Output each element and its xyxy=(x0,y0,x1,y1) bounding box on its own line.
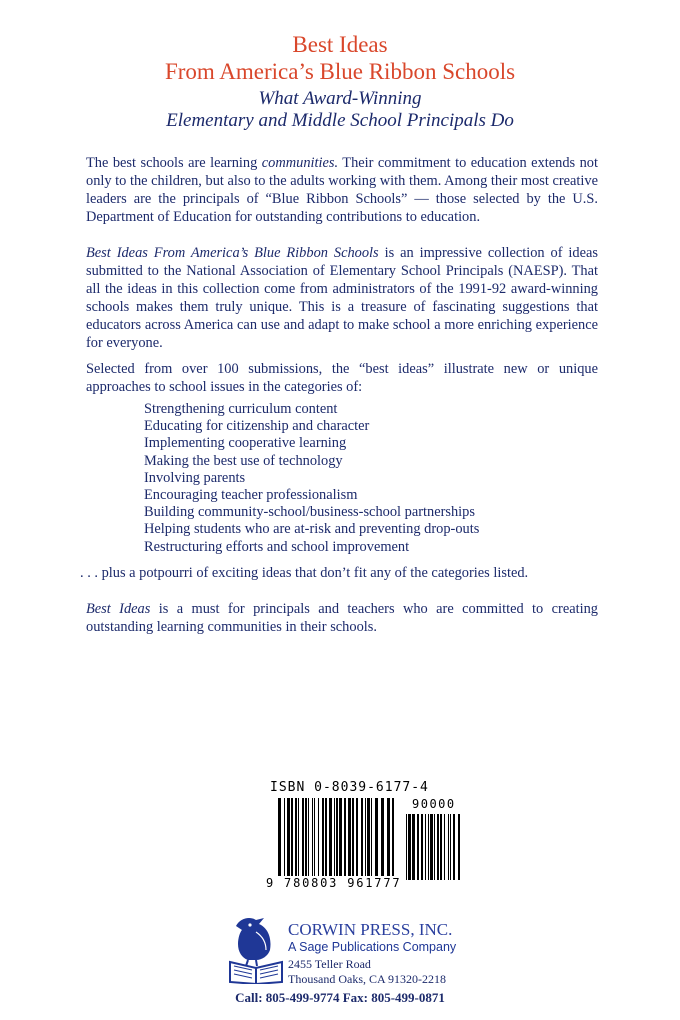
barcode-bar xyxy=(408,814,411,880)
selection-text: Selected from over 100 submissions, the “best ideas” illustrate new or unique approaches to school issues in the categories of: xyxy=(86,361,598,395)
barcode-bar xyxy=(421,814,423,880)
barcode-bar xyxy=(365,798,366,880)
barcode-bar xyxy=(450,814,451,880)
barcode-bar xyxy=(367,798,370,880)
barcode-bar xyxy=(322,798,324,880)
book-title-line-1: Best Ideas xyxy=(292,32,388,57)
intro-text-rest: Their commitment to education extends not only to the children, but also to the adults working with them. Among their most creative leaders are the principals of “Blue Ribbon Schools” — those selected by the U.S. Department of Education for outstanding contributions to education. xyxy=(86,155,598,225)
barcode-bar xyxy=(448,814,449,880)
barcode-bar xyxy=(278,798,281,880)
barcode-bar xyxy=(387,798,390,880)
isbn-label: ISBN 0-8039-6177-4 xyxy=(270,780,429,795)
category-item: Helping students who are at-risk and preventing drop-outs xyxy=(144,521,480,538)
barcode-bar xyxy=(417,814,419,880)
category-item: Implementing cooperative learning xyxy=(144,435,347,452)
barcode-bar xyxy=(329,798,332,880)
price-code: 90000 xyxy=(412,797,456,811)
barcode-bar xyxy=(361,798,363,880)
barcode-bar xyxy=(344,798,346,880)
book-subtitle-line-2: Elementary and Middle School Principals Do xyxy=(166,110,514,131)
closing-paragraph xyxy=(86,600,598,636)
barcode-bar xyxy=(406,814,407,880)
barcode-bar xyxy=(336,798,338,880)
collection-title-emphasis: Best Ideas From America’s Blue Ribbon Schools xyxy=(86,245,379,261)
category-item: Making the best use of technology xyxy=(144,452,343,469)
barcode-bar xyxy=(308,798,309,880)
publisher-tagline: A Sage Publications Company xyxy=(288,940,457,954)
barcode-bar xyxy=(312,798,313,880)
barcode-bar xyxy=(412,814,415,880)
barcode-bar xyxy=(325,798,327,880)
book-title-line-2: From America’s Blue Ribbon Schools xyxy=(164,59,516,84)
publisher-street: 2455 Teller Road xyxy=(288,957,371,971)
category-item: Involving parents xyxy=(144,469,246,486)
selection-paragraph xyxy=(86,360,598,396)
collection-text: is an impressive collection of ideas submitted to the National Association of Elementary School Principals (NAESP). That all the ideas in this collection come from administrators of the 1991-92 award-winning schools makes them truly unique. This is a treasure of fascinating suggestions that educators across America can use and adapt to make school a more enriching experience for everyone. xyxy=(86,245,598,351)
collection-paragraph xyxy=(86,244,598,352)
category-item: Building community-school/business-school partnerships xyxy=(144,504,475,521)
intro-text-start: The best schools are learning xyxy=(86,155,262,171)
barcode-bar xyxy=(425,814,426,880)
intro-paragraph xyxy=(86,154,598,226)
publisher-contact: Call: 805-499-9774 Fax: 805-499-0871 xyxy=(235,990,445,1005)
barcode-bar xyxy=(334,798,335,880)
barcode-bar xyxy=(430,814,433,880)
publisher-city: Thousand Oaks, CA 91320-2218 xyxy=(288,972,446,986)
barcode-bar xyxy=(339,798,342,880)
corwin-raven-logo-icon xyxy=(226,912,286,984)
category-item: Encouraging teacher professionalism xyxy=(144,487,358,504)
barcode-bar xyxy=(287,798,290,880)
barcode-bar xyxy=(291,798,293,880)
barcode-bar xyxy=(305,798,307,880)
potpourri-text: . . . plus a potpourri of exciting ideas that don’t fit any of the categories listed. xyxy=(80,565,529,581)
barcode-bar xyxy=(314,798,315,880)
barcode-bar xyxy=(356,798,358,880)
intro-emphasis: communities. xyxy=(261,155,339,171)
barcode-bar xyxy=(437,814,439,880)
closing-text: is a must for principals and teachers who are committed to creating outstanding learning communities in their schools. xyxy=(86,601,598,635)
barcode-bar xyxy=(298,798,299,880)
ean-number: 9 780803 961777 xyxy=(266,876,402,890)
category-item: Strengthening curriculum content xyxy=(144,401,338,417)
barcode-bar xyxy=(428,814,429,880)
barcode-bar xyxy=(453,814,455,880)
potpourri-line xyxy=(80,564,620,582)
barcode-bar xyxy=(434,814,435,880)
barcode-bar xyxy=(295,798,297,880)
barcode-bar xyxy=(381,798,384,880)
publisher-block xyxy=(226,912,546,998)
barcode-bar xyxy=(352,798,354,880)
barcode-bar xyxy=(348,798,351,880)
barcode-bar xyxy=(318,798,319,880)
category-list xyxy=(144,401,574,556)
book-subtitle-line-1: What Award-Winning xyxy=(258,88,422,109)
closing-emphasis: Best Ideas xyxy=(86,601,151,617)
barcode-bar xyxy=(375,798,378,880)
category-item: Restructuring efforts and school improvement xyxy=(144,538,410,555)
barcode-bar xyxy=(440,814,442,880)
isbn-barcode xyxy=(266,780,466,898)
publisher-name: CORWIN PRESS, INC. xyxy=(288,920,453,939)
category-item: Educating for citizenship and character xyxy=(144,418,370,435)
barcode-bar xyxy=(392,798,394,880)
barcode-bar xyxy=(444,814,445,880)
barcode-bar xyxy=(302,798,304,880)
barcode-bar xyxy=(458,814,460,880)
barcode-bar xyxy=(371,798,372,880)
barcode-bar xyxy=(284,798,285,880)
